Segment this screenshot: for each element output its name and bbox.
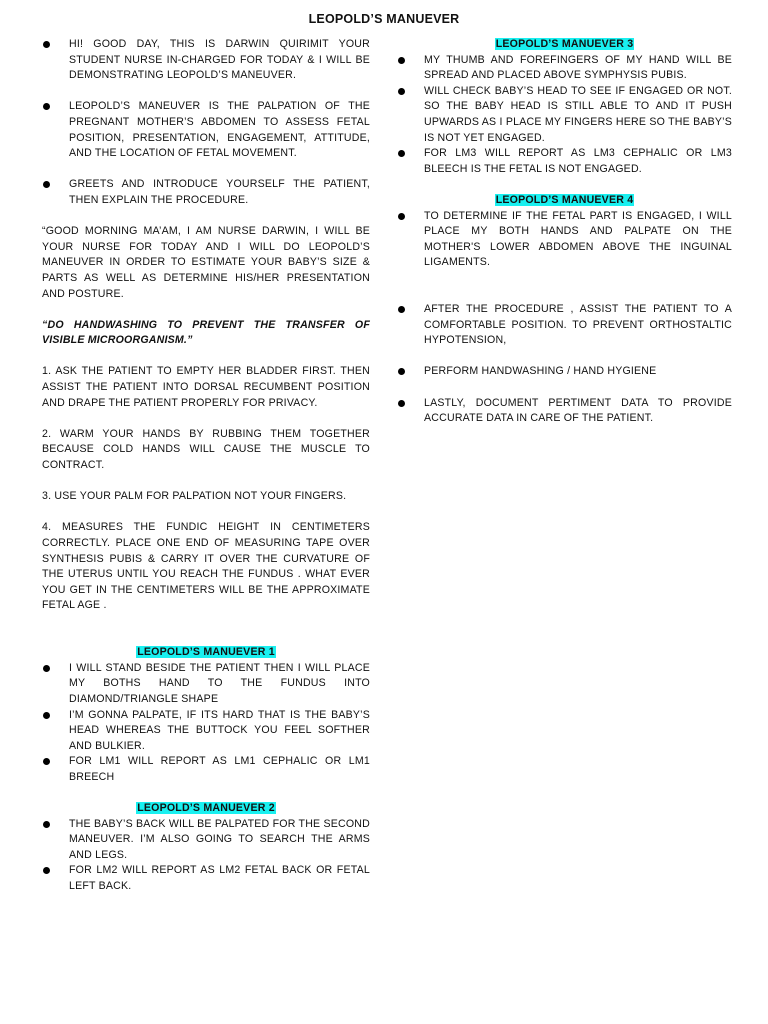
intro-bullet-explain: GREETS AND INTRODUCE YOURSELF THE PATIENT, THEN EXPLAIN THE PROCEDURE. bbox=[42, 177, 370, 208]
step-4: 4. MEASURES THE FUNDIC HEIGHT IN CENTIMETERS CORRECTLY. PLACE ONE END OF MEASURING TAPE OVER SYNTHESIS PUBIS & CARRY IT OVER THE CURVATURE OF THE UTERUS UNTIL YOU REACH THE FUNDUS . WHAT EVER YOU GET IN THE CENTIMETERS WILL BE THE APPROXIMATE FETAL AGE . bbox=[42, 521, 370, 612]
lm3-bullet: WILL CHECK BABY’S HEAD TO SEE IF ENGAGED OR NOT. SO THE BABY HEAD IS STILL ABLE TO AND IT PUSH UPWARDS AS I PLACE MY FINGERS HERE SO THE BABY’S IS NOT YET ENGAGED. bbox=[397, 84, 732, 146]
lm1-bullet: FOR LM1 WILL REPORT AS LM1 CEPHALIC OR LM1 BREECH bbox=[42, 754, 370, 785]
lm2-list bbox=[42, 817, 370, 895]
step-3: 3. USE YOUR PALM FOR PALPATION NOT YOUR FINGERS. bbox=[42, 490, 347, 503]
document-title: LEOPOLD’S MANUEVER bbox=[308, 12, 460, 26]
lm1-bullet: I WILL STAND BESIDE THE PATIENT THEN I WILL PLACE MY BOTHS HAND TO THE FUNDUS INTO DIAMOND/TRIANGLE SHAPE bbox=[42, 661, 370, 708]
closing-bullet-position: AFTER THE PROCEDURE , ASSIST THE PATIENT TO A COMFORTABLE POSITION. TO PREVENT ORTHOSTALTIC HYPOTENSION, bbox=[397, 302, 732, 349]
lm3-bullet: MY THUMB AND FOREFINGERS OF MY HAND WILL BE SPREAD AND PLACED ABOVE SYMPHYSIS PUBIS. bbox=[397, 53, 732, 84]
lm1-heading: LEOPOLD’S MANUEVER 1 bbox=[137, 646, 275, 659]
closing-bullet-handwashing: PERFORM HANDWASHING / HAND HYGIENE bbox=[397, 364, 732, 380]
handwashing-note: “DO HANDWASHING TO PREVENT THE TRANSFER OF VISIBLE MICROORGANISM.” bbox=[42, 318, 370, 347]
lm3-list bbox=[397, 53, 732, 178]
closing-bullet-document: LASTLY, DOCUMENT PERTIMENT DATA TO PROVIDE ACCURATE DATA IN CARE OF THE PATIENT. bbox=[397, 396, 732, 427]
intro-bullet-definition: LEOPOLD’S MANEUVER IS THE PALPATION OF THE PREGNANT MOTHER’S ABDOMEN TO ASSESS FETAL POSITION, PRESENTATION, ENGAGEMENT, ATTITUDE, AND THE LOCATION OF FETAL MOVEMENT. bbox=[42, 99, 370, 161]
lm3-bullet: FOR LM3 WILL REPORT AS LM3 CEPHALIC OR LM3 BLEECH IS THE FETAL IS NOT ENGAGED. bbox=[397, 146, 732, 177]
closing-list bbox=[397, 302, 732, 349]
step-2: 2. WARM YOUR HANDS BY RUBBING THEM TOGETHER BECAUSE COLD HANDS WILL CAUSE THE MUSCLE TO CONTRACT. bbox=[42, 427, 370, 472]
lm1-bullet: I’M GONNA PALPATE, IF ITS HARD THAT IS THE BABY’S HEAD WHEREAS THE BUTTOCK YOU FEEL SOFTHER AND BULKIER. bbox=[42, 708, 370, 755]
right-column bbox=[397, 37, 732, 427]
step-1: 1. ASK THE PATIENT TO EMPTY HER BLADDER FIRST. THEN ASSIST THE PATIENT INTO DORSAL RECUMBENT POSITION AND DRAPE THE PATIENT PROPERLY FOR PRIVACY. bbox=[42, 365, 370, 409]
lm4-heading: LEOPOLD’S MANUEVER 4 bbox=[495, 193, 634, 206]
greeting-script: “GOOD MORNING MA’AM, I AM NURSE DARWIN, I WILL BE YOUR NURSE FOR TODAY AND I WILL DO LEOPOLD’S MANEUVER IN ORDER TO ESTIMATE YOUR BABY’S SIZE & PARTS AS WELL AS DETERMINE HIS/HER PRESENTATION AND POSTURE. bbox=[42, 225, 370, 300]
lm4-bullet: TO DETERMINE IF THE FETAL PART IS ENGAGED, I WILL PLACE MY BOTH HANDS AND PALPATE ON THE MOTHER'S LOWER ABDOMEN ABOVE THE INGUINAL LIGAMENTS. bbox=[397, 209, 732, 271]
intro-list bbox=[42, 37, 370, 84]
lm4-list bbox=[397, 209, 732, 271]
lm1-list bbox=[42, 661, 370, 786]
lm2-heading: LEOPOLD’S MANUEVER 2 bbox=[137, 802, 275, 815]
lm2-bullet: THE BABY’S BACK WILL BE PALPATED FOR THE SECOND MANEUVER. I’M ALSO GOING TO SEARCH THE ARMS AND LEGS. bbox=[42, 817, 370, 864]
left-column bbox=[42, 37, 370, 895]
lm2-bullet: FOR LM2 WILL REPORT AS LM2 FETAL BACK OR FETAL LEFT BACK. bbox=[42, 863, 370, 894]
lm3-heading: LEOPOLD’S MANUEVER 3 bbox=[495, 38, 634, 50]
intro-bullet-greeting: HI! GOOD DAY, THIS IS DARWIN QUIRIMIT YOUR STUDENT NURSE IN-CHARGED FOR TODAY & I WILL BE DEMONSTRATING LEOPOLD’S MANEUVER. bbox=[42, 37, 370, 84]
